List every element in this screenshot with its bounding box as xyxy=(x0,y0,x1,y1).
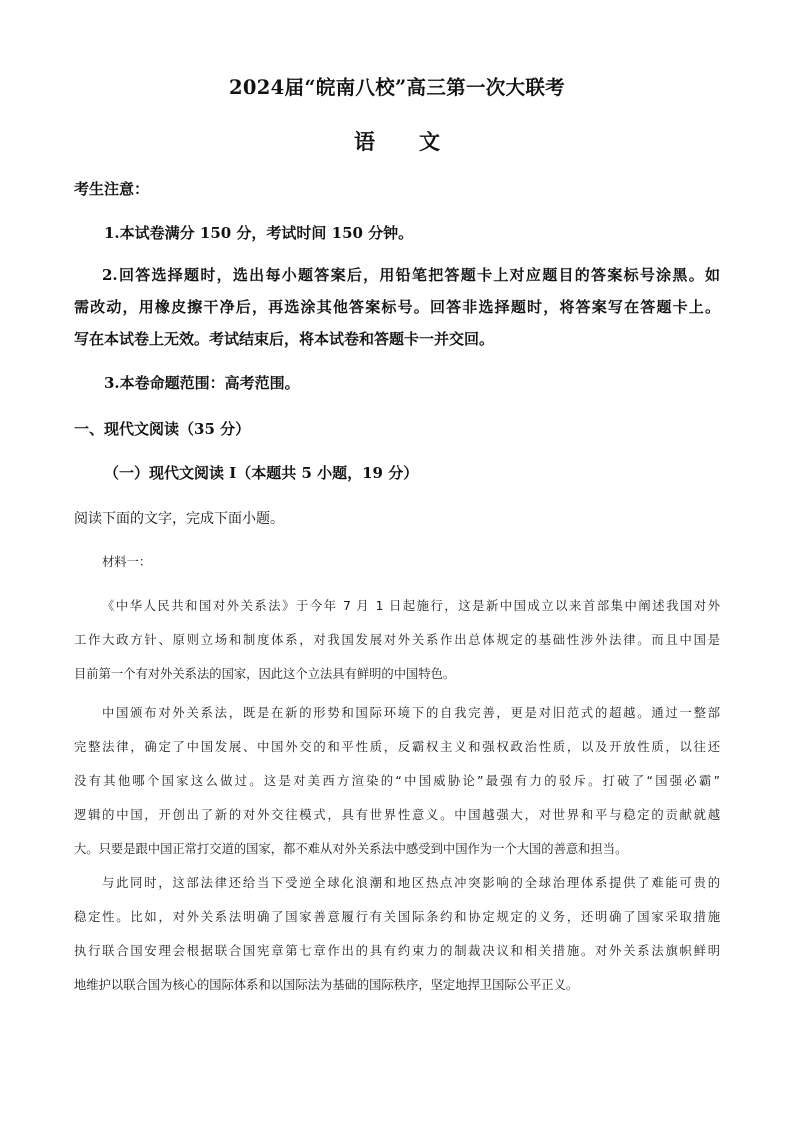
passage-line: 稳定性。比如，对外关系法明确了国家善意履行有关国际条约和协定规定的义务，还明确了国家采取措施 xyxy=(74,910,720,924)
notice-item-2 xyxy=(74,259,720,355)
passage-paragraph-2 xyxy=(74,696,720,866)
passage-line: 《中华人民共和国对外关系法》于今年 7 月 1 日起施行，这是新中国成立以来首部集中阐述我国对外 xyxy=(102,599,720,613)
reading-instruction: 阅读下面的文字，完成下面小题。 xyxy=(74,511,284,527)
notice-item-2-line: 需改动，用橡皮擦干净后，再选涂其他答案标号。回答非选择题时，将答案写在答题卡上。 xyxy=(74,298,720,316)
notice-heading: 考生注意： xyxy=(74,180,150,198)
passage-line: 与此同时，这部法律还给当下受逆全球化浪潮和地区热点冲突影响的全球治理体系提供了难能可贵的 xyxy=(102,876,720,890)
exam-title: 2024届“皖南八校”高三第一次大联考 xyxy=(229,76,565,99)
notice-item-2-line: 写在本试卷上无效。考试结束后，将本试卷和答题卡一并交回。 xyxy=(74,330,495,348)
passage-line: 大。只要是跟中国正常打交道的国家，都不难从对外关系法中感受到中国作为一个大国的善意和担当。 xyxy=(74,842,628,856)
notice-item-3: 3.本卷命题范围：高考范围。 xyxy=(104,374,300,392)
section-heading: 一、现代文阅读（35 分） xyxy=(74,420,251,438)
passage-line: 没有其他哪个国家这么做过。这是对美西方渲染的“中国威胁论”最强有力的驳斥。打破了“国强必霸” xyxy=(74,774,720,788)
passage-line: 地维护以联合国为核心的国际体系和以国际法为基础的国际秩序，坚定地捍卫国际公平正义。 xyxy=(74,978,579,992)
notice-item-1: 1.本试卷满分 150 分，考试时间 150 分钟。 xyxy=(104,224,414,242)
subject-title: 语文 xyxy=(354,129,484,154)
passage-paragraph-1 xyxy=(74,589,720,691)
passage-line: 目前第一个有对外关系法的国家，因此这个立法具有鲜明的中国特色。 xyxy=(74,667,456,681)
material-label: 材料一： xyxy=(102,555,152,569)
passage-line: 执行联合国安理会根据联合国宪章第七章作出的具有约束力的制裁决议和相关措施。对外关系法旗帜鲜明 xyxy=(74,944,720,958)
passage-line: 工作大政方针、原则立场和制度体系，对我国发展对外关系作出总体规定的基础性涉外法律。而且中国是 xyxy=(74,633,720,647)
notice-item-2-line: 2.回答选择题时，选出每小题答案后，用铅笔把答题卡上对应题目的答案标号涂黑。如 xyxy=(102,266,720,284)
passage-paragraph-3 xyxy=(74,866,720,1002)
passage-line: 完整法律，确定了中国发展、中国外交的和平性质，反霸权主义和强权政治性质，以及开放性质，以往还 xyxy=(74,740,720,754)
passage-line: 中国颁布对外关系法，既是在新的形势和国际环境下的自我完善，更是对旧范式的超越。通过一整部 xyxy=(102,706,720,720)
subsection-heading: （一）现代文阅读 I（本题共 5 小题，19 分） xyxy=(104,464,419,482)
passage-line: 逻辑的中国，开创出了新的对外交往模式，具有世界性意义。中国越强大，对世界和平与稳定的贡献就越 xyxy=(74,808,720,822)
